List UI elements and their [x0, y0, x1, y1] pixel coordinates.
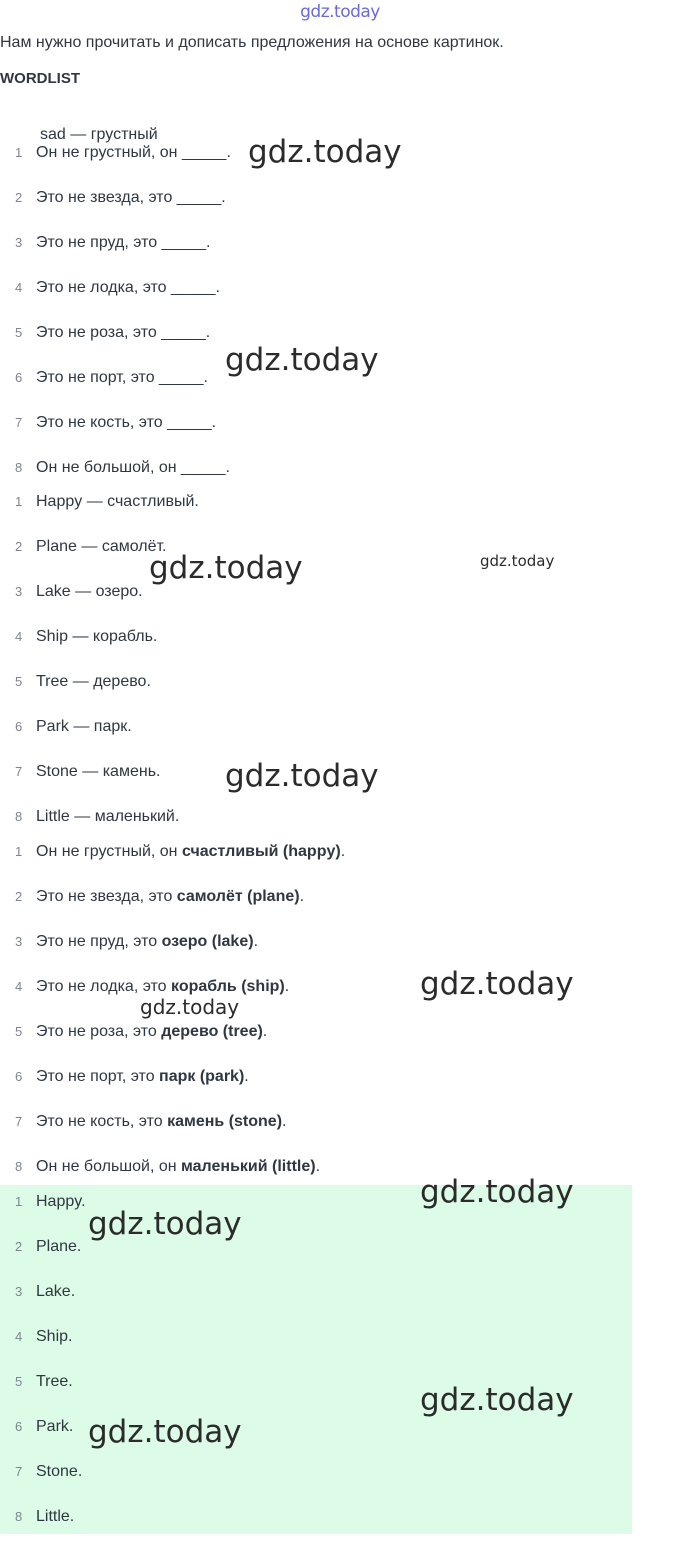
item-number: 2 [15, 1239, 23, 1254]
item-text: Happy — счастливый. [36, 493, 199, 510]
item-text: Stone. [36, 1463, 83, 1480]
watermark: gdz.today [480, 552, 555, 570]
item-text: Plane — самолёт. [36, 538, 167, 555]
answer-suffix: . [284, 978, 290, 995]
item-text: Tree — дерево. [36, 673, 151, 690]
item-number: 6 [15, 1419, 23, 1434]
watermark: gdz.today [420, 1382, 574, 1418]
item-text [36, 1067, 249, 1087]
item-number: 2 [15, 889, 23, 904]
watermark: gdz.today [88, 1414, 242, 1450]
watermark: gdz.today [225, 758, 379, 794]
item-text: Это не кость, это _____. [36, 414, 217, 431]
task-intro: Нам нужно прочитать и дописать предложения на основе картинок. [0, 34, 504, 51]
answer-word: камень (stone) [167, 1113, 283, 1130]
item-number: 1 [15, 494, 23, 509]
item-number: 6 [15, 1069, 23, 1084]
watermark: gdz.today [248, 134, 402, 170]
watermark: gdz.today [225, 342, 379, 378]
item-number: 3 [15, 235, 23, 250]
item-number: 3 [15, 934, 23, 949]
answer-suffix: . [244, 1068, 249, 1085]
item-text: Stone — камень. [36, 763, 161, 780]
answer-suffix: . [315, 1158, 321, 1175]
item-number: 4 [15, 979, 23, 994]
item-text: Ship. [36, 1328, 73, 1345]
item-text [36, 1157, 320, 1177]
item-text: Lake — озеро. [36, 583, 143, 600]
item-text: Park — парк. [36, 718, 132, 735]
item-text: Park. [36, 1418, 74, 1435]
answer-prefix: Это не кость, это [36, 1113, 168, 1130]
item-number: 4 [15, 280, 23, 295]
item-text: Он не грустный, он _____. [36, 144, 231, 161]
item-text [36, 842, 345, 862]
item-number: 5 [15, 1024, 23, 1039]
item-text: Это не роза, это _____. [36, 324, 211, 341]
item-text [36, 977, 289, 997]
item-number: 6 [15, 719, 23, 734]
item-number: 7 [15, 764, 23, 779]
answer-word: маленький (little) [181, 1158, 316, 1175]
item-text: Little. [36, 1508, 75, 1525]
item-number: 1 [15, 1194, 23, 1209]
answer-prefix: Это не пруд, это [36, 933, 162, 950]
item-text: Он не большой, он _____. [36, 459, 230, 476]
item-number: 7 [15, 1464, 23, 1479]
item-number: 7 [15, 1114, 23, 1129]
item-text: Это не пруд, это _____. [36, 234, 211, 251]
item-text: Это не звезда, это _____. [36, 189, 226, 206]
item-number: 5 [15, 325, 23, 340]
answer-prefix: Это не порт, это [36, 1068, 160, 1085]
watermark: gdz.today [88, 1206, 242, 1242]
item-text: Это не порт, это _____. [36, 369, 208, 386]
item-text: Ship — корабль. [36, 628, 158, 645]
item-number: 1 [15, 145, 23, 160]
item-text: Tree. [36, 1373, 73, 1390]
item-number: 2 [15, 190, 23, 205]
item-number: 8 [15, 1509, 23, 1524]
answer-suffix: . [262, 1023, 268, 1040]
answer-suffix: . [282, 1113, 287, 1130]
watermark: gdz.today [420, 1174, 574, 1210]
item-number: 8 [15, 809, 23, 824]
answer-word: самолёт (plane) [176, 888, 300, 905]
item-text [36, 1112, 286, 1132]
item-number: 8 [15, 1159, 23, 1174]
answer-prefix: Это не звезда, это [36, 888, 177, 905]
item-number: 8 [15, 460, 23, 475]
answer-prefix: Он не грустный, он [36, 843, 182, 860]
answer-word: корабль (ship) [171, 978, 285, 995]
item-text: Lake. [36, 1283, 76, 1300]
answer-suffix: . [299, 888, 305, 905]
wordlist-heading: WORDLIST [0, 70, 80, 87]
short-answers-panel [0, 1185, 632, 1534]
answer-prefix: Это не лодка, это [36, 978, 172, 995]
answer-word: счастливый (happy) [181, 843, 341, 860]
answer-suffix: . [340, 843, 346, 860]
cropped-wordlist-line: sad — грустный [40, 126, 158, 143]
item-text: Plane. [36, 1238, 82, 1255]
item-text: Little — маленький. [36, 808, 180, 825]
item-number: 4 [15, 629, 23, 644]
answer-word: озеро (lake) [161, 933, 254, 950]
item-text [36, 887, 304, 907]
item-number: 5 [15, 1374, 23, 1389]
site-logo[interactable]: gdz.today [300, 2, 380, 22]
watermark: gdz.today [140, 995, 240, 1019]
watermark: gdz.today [420, 966, 574, 1002]
item-number: 7 [15, 415, 23, 430]
answer-word: дерево (tree) [161, 1023, 263, 1040]
item-text: Это не лодка, это _____. [36, 279, 220, 296]
item-number: 6 [15, 370, 23, 385]
answer-suffix: . [253, 933, 259, 950]
item-number: 3 [15, 1284, 23, 1299]
item-text [36, 1022, 267, 1042]
item-number: 3 [15, 584, 23, 599]
item-number: 4 [15, 1329, 23, 1344]
answer-prefix: Это не роза, это [36, 1023, 162, 1040]
item-text: Happy. [36, 1193, 86, 1210]
answer-word: парк (park) [159, 1068, 245, 1085]
watermark: gdz.today [149, 550, 303, 586]
item-number: 1 [15, 844, 23, 859]
item-number: 5 [15, 674, 23, 689]
answer-prefix: Он не большой, он [36, 1158, 182, 1175]
item-number: 2 [15, 539, 23, 554]
item-text [36, 932, 258, 952]
